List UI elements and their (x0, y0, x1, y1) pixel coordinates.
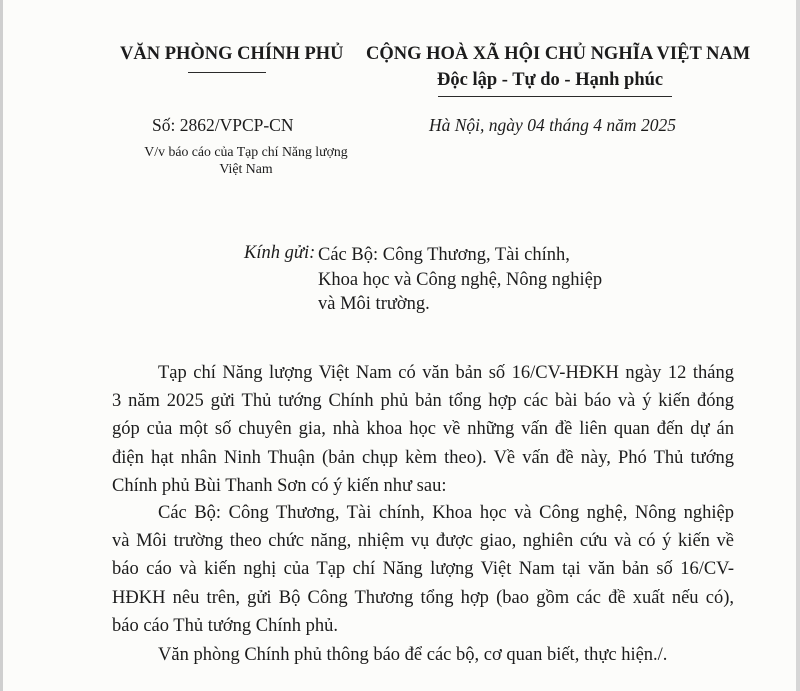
document-number: Số: 2862/VPCP-CN (152, 115, 294, 135)
paragraph-line: Tạp chí Năng lượng Việt Nam có văn bản số 16/CV-HĐKH ngày 12 tháng (158, 363, 734, 383)
document-subject (142, 143, 350, 177)
paragraph-line: báo cáo và kiến nghị của Tạp chí Năng lượng Việt Nam tại văn bản số 16/CV- (112, 559, 734, 580)
scan-edge-left (0, 0, 3, 691)
recipient-line: và Môi trường. (318, 294, 430, 314)
body-paragraph-3 (112, 641, 734, 669)
subject-line: Việt Nam (219, 161, 273, 176)
paragraph-line: góp của một số chuyên gia, nhà khoa học về những vấn đề liên quan đến dự án (112, 419, 734, 440)
agency-underline (188, 72, 266, 73)
issuing-agency: VĂN PHÒNG CHÍNH PHỦ (120, 44, 344, 64)
body-paragraph-2 (112, 499, 734, 640)
recipient-line: Các Bộ: Công Thương, Tài chính, (318, 245, 570, 265)
body-paragraph-1 (112, 359, 734, 500)
paragraph-line: Văn phòng Chính phủ thông báo để các bộ, cơ quan biết, thực hiện./. (158, 645, 668, 665)
paragraph-line: Các Bộ: Công Thương, Tài chính, Khoa học và Công nghệ, Nông nghiệp (158, 503, 734, 523)
place-date: Hà Nội, ngày 04 tháng 4 năm 2025 (429, 115, 676, 135)
paragraph-line: báo cáo Thủ tướng Chính phủ. (112, 615, 339, 636)
recipient-line: Khoa học và Công nghệ, Nông nghiệp (318, 269, 603, 290)
motto-underline (438, 96, 672, 97)
paragraph-line: và Môi trường theo chức năng, nhiệm vụ được giao, nghiên cứu và có ý kiến về (112, 531, 734, 552)
paragraph-line: 3 năm 2025 gửi Thủ tướng Chính phủ bản tổng hợp các bài báo và ý kiến đóng (112, 391, 734, 412)
subject-line: V/v báo cáo của Tạp chí Năng lượng (144, 144, 348, 159)
scan-edge-right (796, 0, 800, 691)
national-motto: Độc lập - Tự do - Hạnh phúc (437, 70, 664, 90)
recipient-list (318, 243, 602, 317)
paragraph-line: Chính phủ Bùi Thanh Sơn có ý kiến như sau: (112, 475, 447, 496)
paragraph-line: điện hạt nhân Ninh Thuận (bản chụp kèm theo). Về vấn đề này, Phó Thủ tướng (112, 447, 734, 468)
paragraph-line: HĐKH nêu trên, gửi Bộ Công Thương tổng hợp (bao gồm các đề xuất nếu có), (112, 587, 734, 608)
national-title: CỘNG HOÀ XÃ HỘI CHỦ NGHĨA VIỆT NAM (366, 44, 751, 64)
recipient-label: Kính gửi: (244, 243, 316, 263)
